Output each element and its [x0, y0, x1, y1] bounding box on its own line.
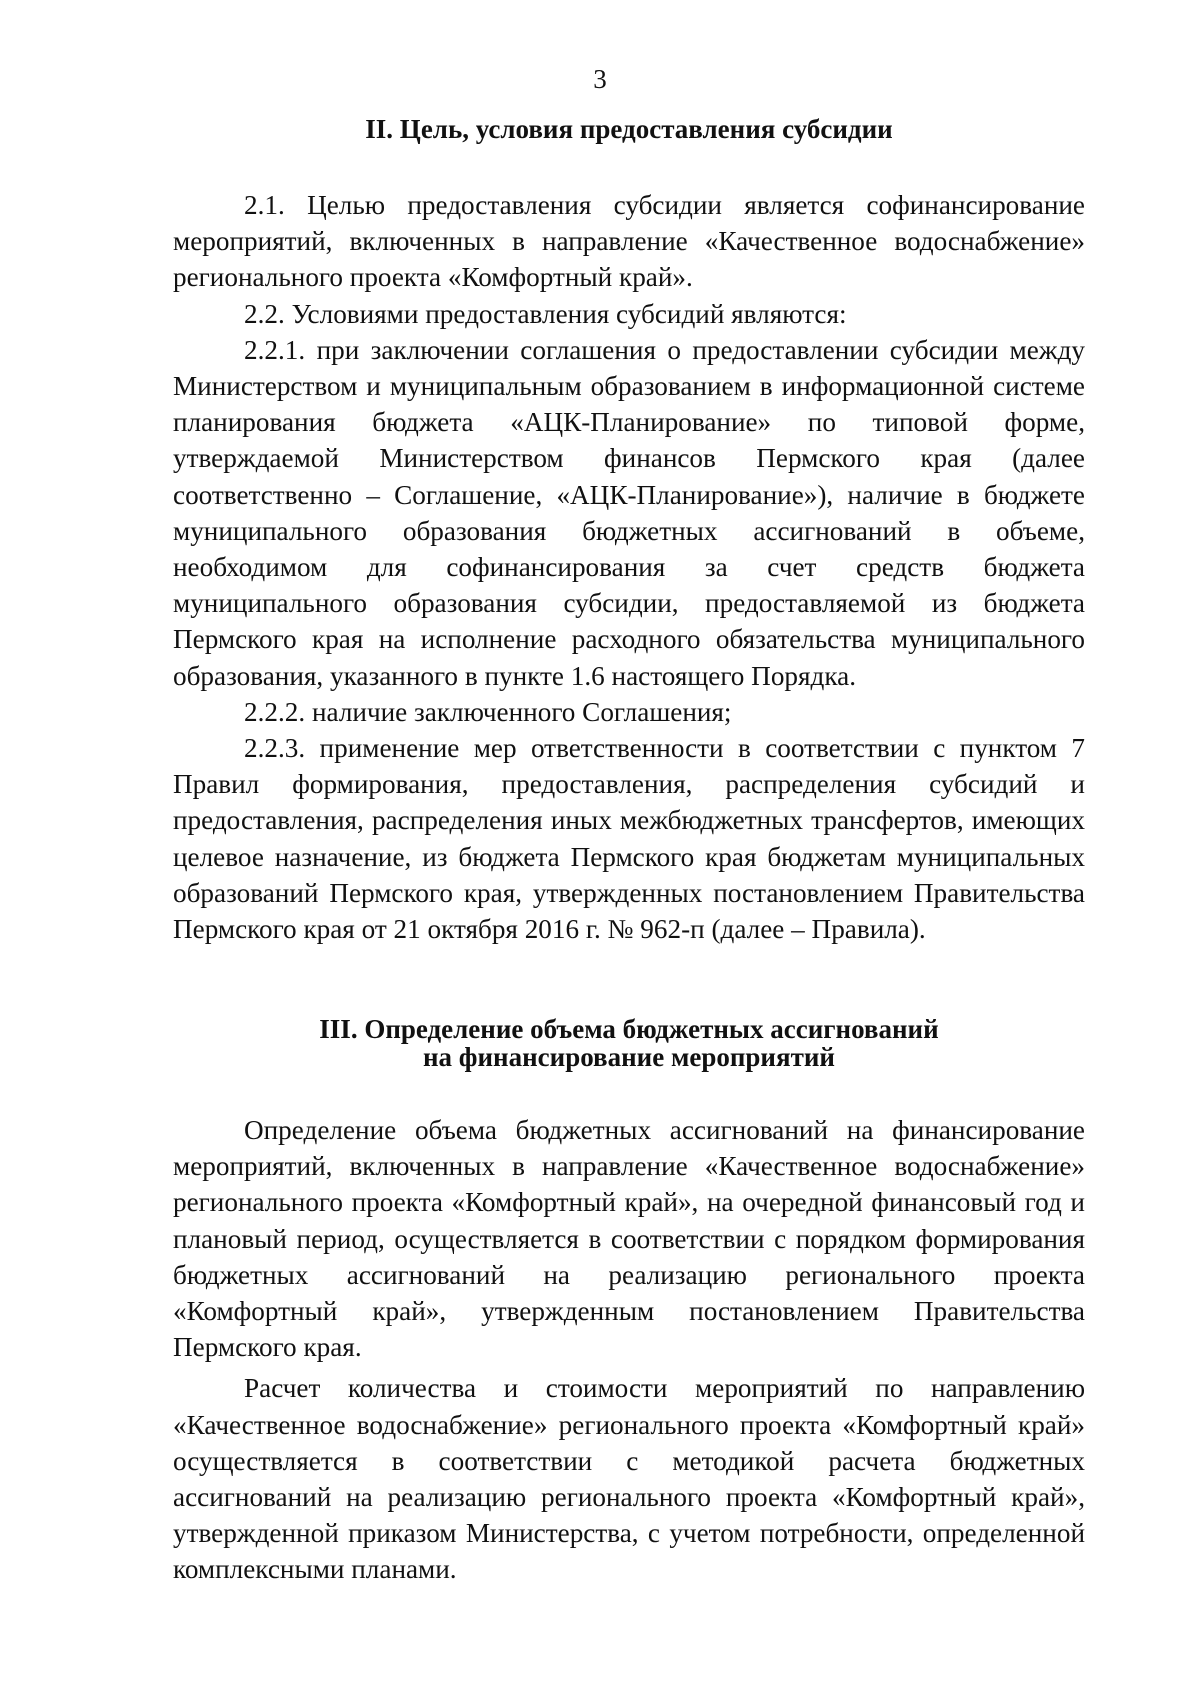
paragraph-2-2-2: 2.2.2. наличие заключенного Соглашения;	[244, 696, 732, 727]
section-heading-2: II. Цель, условия предоставления субсидии	[365, 114, 893, 144]
page-number: 3	[593, 64, 607, 94]
paragraph-3-1: Определение объема бюджетных ассигнований на финансирование мероприятий, включенных в направление «Качественное водоснабжение» регионального проекта «Комфортный край», на очередной финансовый год и плановый период, осуществляется в соответствии с порядком формирования бюджетных ассигнований на реализацию регионального проекта «Комфортный край», утвержденным постановлением Правительства Пермского края.	[173, 1115, 1085, 1363]
paragraph-2-2-1: 2.2.1. при заключении соглашения о предоставлении субсидии между Министерством и муниципальным образованием в информационной системе планирования бюджета «АЦК-Планирование» по типовой форме, утверждаемой Министерством финансов Пермского края (далее соответственно – Соглашение, «АЦК-Планирование»), наличие в бюджете муниципального образования бюджетных ассигнований в объеме, необходимом для софинансирования за счет средств бюджета муниципального образования субсидии, предоставляемой из бюджета Пермского края на исполнение расходного обязательства муниципального образования, указанного в пункте 1.6 настоящего Порядка.	[173, 334, 1085, 691]
section-goal-conditions	[173, 115, 1085, 947]
paragraph-2-2: 2.2. Условиями предоставления субсидий являются:	[244, 298, 847, 329]
paragraph-2-1: 2.1. Целью предоставления субсидии является софинансирование мероприятий, включенных в направление «Качественное водоснабжение» регионального проекта «Комфортный край».	[173, 190, 1085, 293]
section-heading-3-line2: на финансирование мероприятий	[423, 1042, 835, 1072]
section-budget-allocation	[173, 1015, 1085, 1588]
paragraph-3-2: Расчет количества и стоимости мероприятий по направлению «Качественное водоснабжение» регионального проекта «Комфортный край» осуществляется в соответствии с методикой расчета бюджетных ассигнований на реализацию регионального проекта «Комфортный край», утвержденной приказом Министерства, с учетом потребности, определенной комплексными планами.	[173, 1373, 1085, 1585]
section-heading-3-line1: III. Определение объема бюджетных ассигнований	[319, 1014, 939, 1044]
paragraph-2-2-3: 2.2.3. применение мер ответственности в соответствии с пунктом 7 Правил формирования, предоставления, распределения субсидий и предоставления, распределения иных межбюджетных трансфертов, имеющих целевое назначение, из бюджета Пермского края бюджетам муниципальных образований Пермского края, утвержденных постановлением Правительства Пермского края от 21 октября 2016 г. № 962-п (далее – Правила).	[173, 733, 1085, 945]
section-heading-3	[173, 1015, 1085, 1071]
